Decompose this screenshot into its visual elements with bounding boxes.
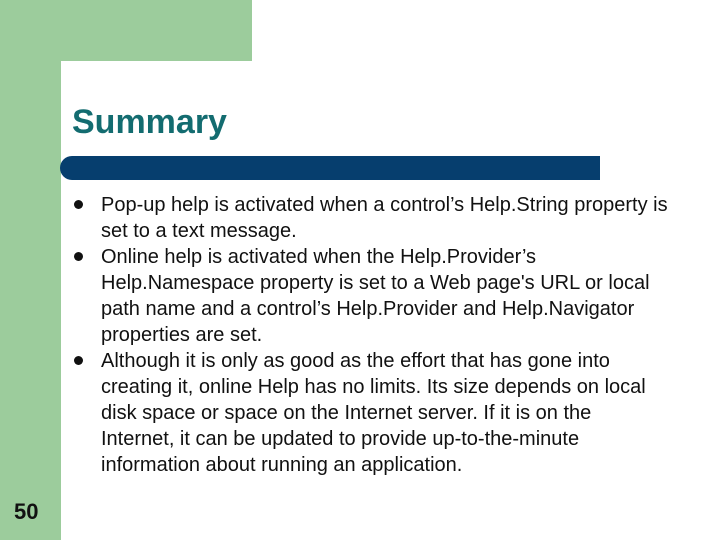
bullet-text: Online help is activated when the Help.Provider’s Help.Namespace property is set to a Web page's URL or local path name and a control’s Help.Provider and Help.Navigator properties are set. bbox=[101, 246, 650, 346]
bullet-item bbox=[70, 192, 670, 244]
bullet-text: Pop-up help is activated when a control’s Help.String property is set to a text message. bbox=[101, 194, 668, 242]
slide-title: Summary bbox=[72, 103, 227, 141]
bullet-item bbox=[70, 348, 670, 478]
title-underline-bar bbox=[60, 156, 600, 180]
bullet-icon bbox=[74, 356, 83, 365]
bullet-list bbox=[70, 192, 670, 478]
bullet-icon bbox=[74, 252, 83, 261]
slide-number: 50 bbox=[14, 499, 39, 524]
bullet-item bbox=[70, 244, 670, 348]
bullet-icon bbox=[74, 200, 83, 209]
green-frame-left bbox=[0, 0, 61, 540]
bullet-text: Although it is only as good as the effort that has gone into creating it, online Help has no limits. Its size depends on local disk space or space on the Internet server. If it is on the Internet, it can be updated to provide up-to-the-minute information about running an application. bbox=[101, 350, 646, 476]
